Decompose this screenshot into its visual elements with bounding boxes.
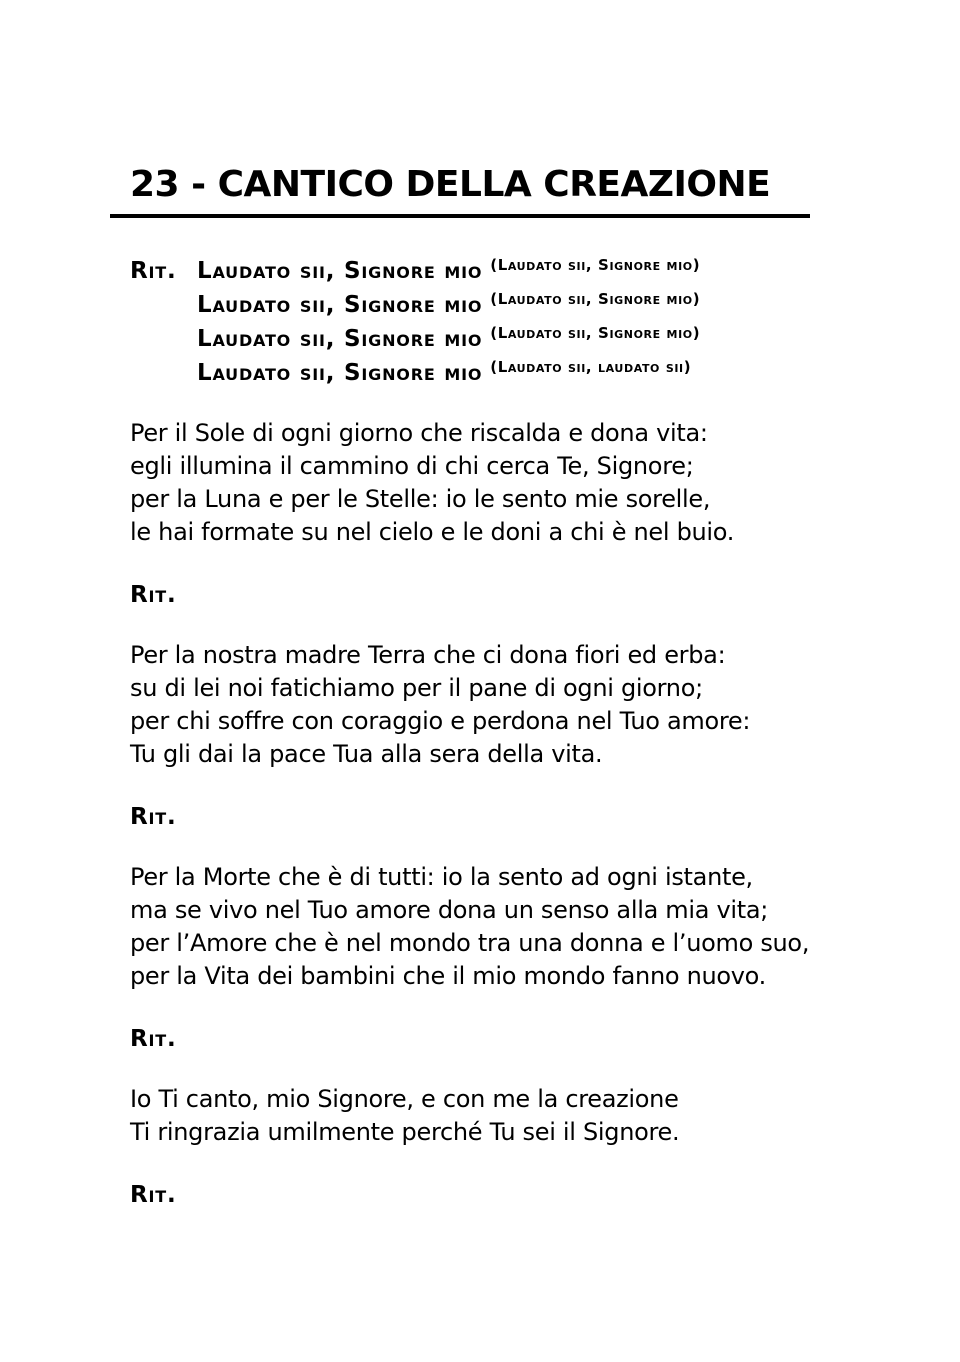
refrain-main-text: Laudato sii, Signore mio xyxy=(197,292,483,318)
verse-2 xyxy=(130,639,890,771)
refrain-echo-text: (Laudato sii, laudato sii) xyxy=(490,358,692,376)
refrain-echo-text: (Laudato sii, Signore mio) xyxy=(490,290,701,308)
refrain-echo-text: (Laudato sii, Signore mio) xyxy=(490,324,701,342)
refrain-line xyxy=(130,254,890,288)
refrain-main-text: Laudato sii, Signore mio xyxy=(197,326,483,352)
verse-line: le hai formate su nel cielo e le doni a chi è nel buio. xyxy=(130,518,735,546)
verse-line: per la Luna e per le Stelle: io le sento mie sorelle, xyxy=(130,485,711,513)
verse-line: ma se vivo nel Tuo amore dona un senso alla mia vita; xyxy=(130,896,769,924)
song-title: 23 - CANTICO DELLA CREAZIONE xyxy=(130,164,771,205)
refrain-marker: Rit. xyxy=(130,1182,177,1208)
verse-line: per l’Amore che è nel mondo tra una donna e l’uomo suo, xyxy=(130,929,810,957)
verse-line: Per il Sole di ogni giorno che riscalda e dona vita: xyxy=(130,419,708,447)
verse-line: egli illumina il cammino di chi cerca Te, Signore; xyxy=(130,452,694,480)
verse-line: Per la Morte che è di tutti: io la sento ad ogni istante, xyxy=(130,863,753,891)
refrain-main-text: Laudato sii, Signore mio xyxy=(197,360,483,386)
verse-line: Tu gli dai la pace Tua alla sera della vita. xyxy=(130,740,603,768)
refrain-marker: Rit. xyxy=(130,1026,177,1052)
verse-1 xyxy=(130,417,890,549)
refrain-echo-text: (Laudato sii, Signore mio) xyxy=(490,256,701,274)
verse-4 xyxy=(130,1083,890,1149)
refrain-line xyxy=(130,356,890,390)
verse-line: per la Vita dei bambini che il mio mondo fanno nuovo. xyxy=(130,962,766,990)
refrain-marker: Rit. xyxy=(130,804,177,830)
refrain-block xyxy=(130,254,890,390)
refrain-main-text: Laudato sii, Signore mio xyxy=(197,258,483,284)
title-underline xyxy=(110,214,810,218)
verse-line: Ti ringrazia umilmente perché Tu sei il Signore. xyxy=(130,1118,680,1146)
verse-line: Io Ti canto, mio Signore, e con me la creazione xyxy=(130,1085,679,1113)
refrain-line xyxy=(130,288,890,322)
refrain-label: Rit. xyxy=(130,258,177,284)
verse-3 xyxy=(130,861,890,993)
refrain-marker: Rit. xyxy=(130,582,177,608)
refrain-line xyxy=(130,322,890,356)
verse-line: per chi soffre con coraggio e perdona nel Tuo amore: xyxy=(130,707,751,735)
verse-line: Per la nostra madre Terra che ci dona fiori ed erba: xyxy=(130,641,726,669)
verse-line: su di lei noi fatichiamo per il pane di ogni giorno; xyxy=(130,674,703,702)
